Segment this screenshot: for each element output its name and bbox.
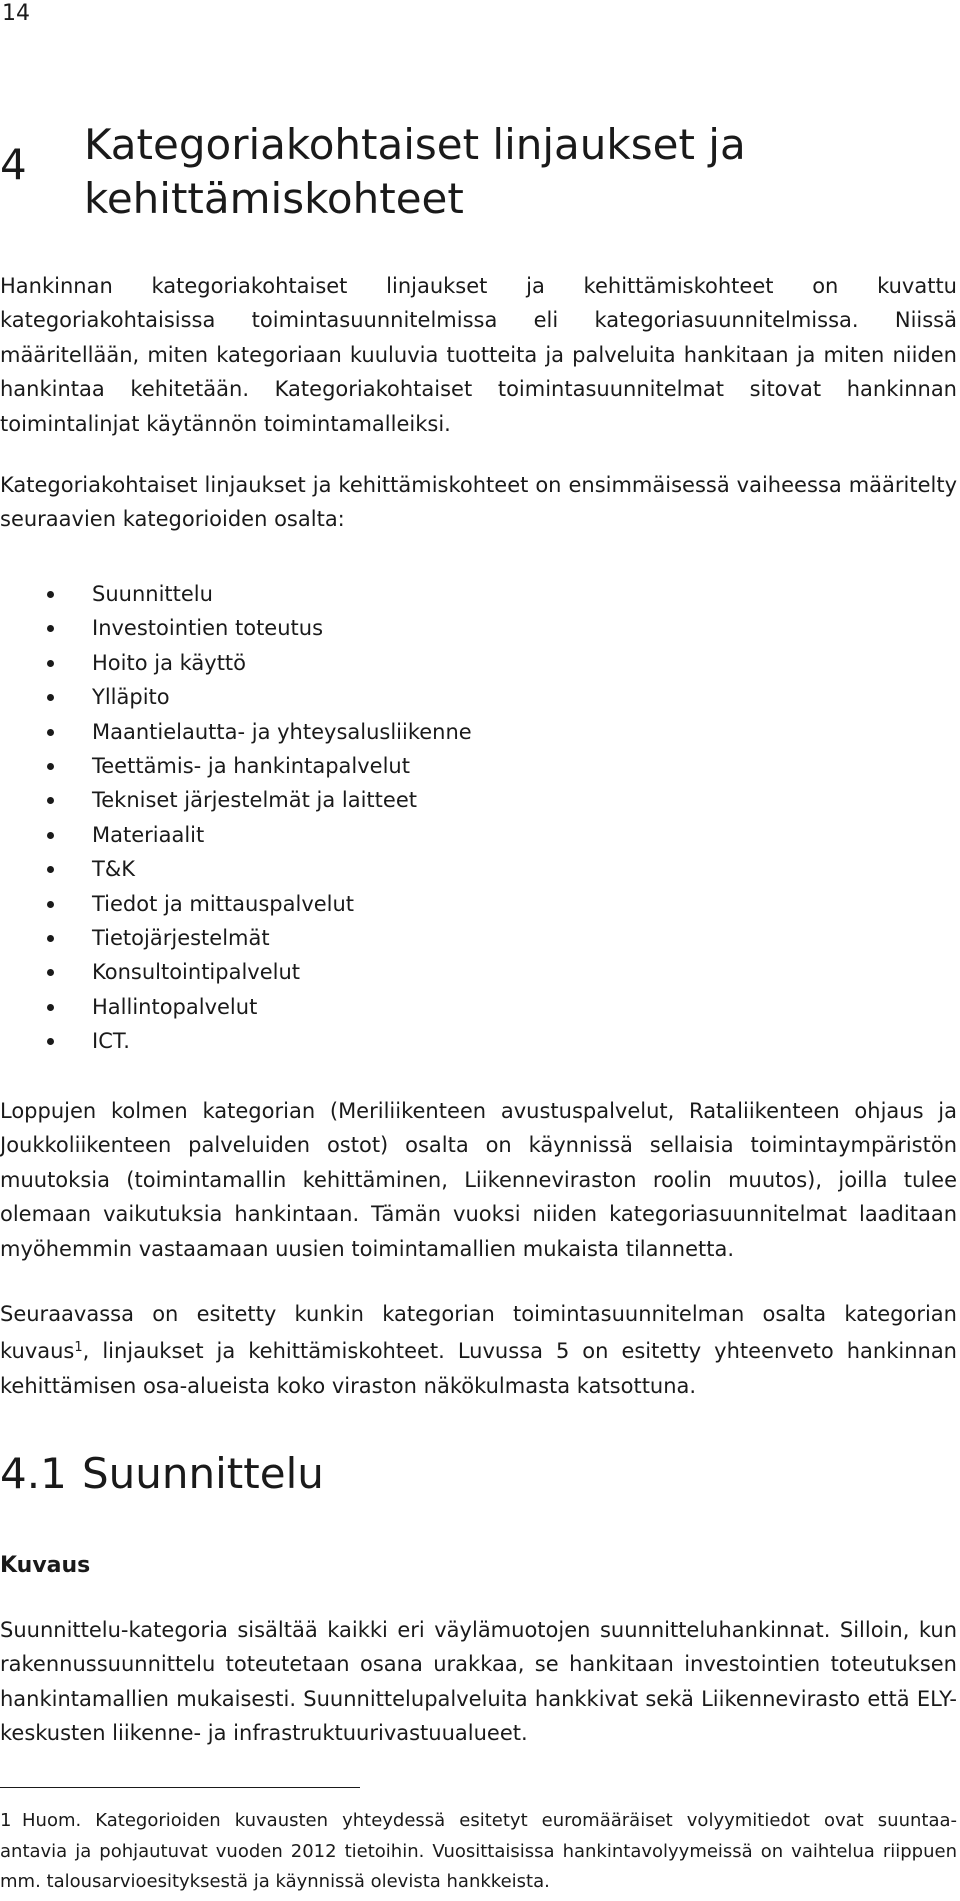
chapter-title: Kategoriakohtaiset linjaukset ja kehittämiskohteet (84, 120, 746, 223)
footnote (0, 1806, 957, 1898)
bullet-icon (47, 935, 54, 942)
list-item: T&K (0, 852, 957, 886)
bullet-icon (47, 591, 54, 598)
bullet-icon (47, 625, 54, 632)
list-item: Teettämis- ja hankintapalvelut (0, 749, 957, 783)
list-item: Tietojärjestelmät (0, 921, 957, 955)
list-item: ICT. (0, 1024, 957, 1058)
list-item: Hoito ja käyttö (0, 646, 957, 680)
bullet-icon (47, 901, 54, 908)
list-item: Konsultointipalvelut (0, 955, 957, 989)
bullet-icon (47, 832, 54, 839)
bullet-icon (47, 866, 54, 873)
bullet-icon (47, 694, 54, 701)
bullet-icon (47, 1004, 54, 1011)
footnote-reference[interactable]: 1 (74, 1340, 83, 1356)
bullet-icon (47, 797, 54, 804)
chapter-heading (0, 118, 944, 226)
bullet-icon (47, 763, 54, 770)
bullet-icon (47, 729, 54, 736)
remaining-categories-paragraph: Loppujen kolmen kategorian (Meriliikenteen avustuspalvelut, Rataliikenteen ohjaus ja Joukkoliikenteen palveluiden ostot) osalta on käynnissä sellaisia toimintaympäristön muutoksia (toimintamallin kehittäminen, Liikenneviraston roolin muutos), joilla tulee olemaan vaikutuksia hankintaan. Tämän vuoksi niiden kategoriasuunnitelmat laaditaan myöhemmin vastaamaan uusien toimintamallien mukaista tilannetta. (0, 1099, 957, 1261)
footnote-mark: 1 (0, 1810, 12, 1831)
footnote-divider (0, 1787, 360, 1788)
bullet-icon (47, 1038, 54, 1045)
footnote-text: Huom. Kategorioiden kuvausten yhteydessä esitetyt euromääräiset volyymitiedot ovat suuntaa-antavia ja pohjautuvat vuoden 2012 tietoihin. Vuosittaisissa hankintavolyymeissä on vaihtelua riippuen mm. talousarvioesityksestä ja käynnissä olevista hankkeista. (0, 1810, 957, 1892)
list-item: Materiaalit (0, 818, 957, 852)
bullet-icon (47, 660, 54, 667)
description-paragraph: Suunnittelu-kategoria sisältää kaikki eri väylämuotojen suunnitteluhankinnat. Silloin, kun rakennussuunnittelu toteutetaan osana urakkaa, se hankitaan investointien toteutuksen hankintamallien mukaisesti. Suunnittelupalveluita hankkivat sekä Liikennevirasto että ELY-keskusten liikenne- ja infrastruktuurivastuualueet. (0, 1618, 957, 1746)
categories-intro-paragraph: Kategoriakohtaiset linjaukset ja kehittämiskohteet on ensimmäisessä vaiheessa määritelty seuraavien kategorioiden osalta: (0, 473, 957, 532)
list-item: Tiedot ja mittauspalvelut (0, 887, 957, 921)
bullet-icon (47, 969, 54, 976)
chapter-number: 4 (0, 140, 27, 189)
page-number: 14 (2, 1, 30, 26)
list-item: Ylläpito (0, 680, 957, 714)
section-heading (0, 1447, 324, 1501)
list-item: Tekniset järjestelmät ja laitteet (0, 783, 957, 817)
section-number: 4.1 (0, 1449, 67, 1498)
list-item: Investointien toteutus (0, 611, 957, 645)
list-item: Hallintopalvelut (0, 990, 957, 1024)
summary-paragraph: Seuraavassa on esitetty kunkin kategorian toimintasuunnitelman osalta kategorian kuvaus$^1$, linjaukset ja kehittämiskohteet. Luvussa 5 on esitetty yhteenveto hankinnan kehittämisen osa-alueista koko viraston näkökulmasta katsottuna. (0, 1302, 957, 1398)
list-item: Suunnittelu (0, 577, 957, 611)
list-item: Maantielautta- ja yhteysalusliikenne (0, 715, 957, 749)
subheading: Kuvaus (0, 1553, 91, 1578)
intro-paragraph: Hankinnan kategoriakohtaiset linjaukset ja kehittämiskohteet on kuvattu kategoriakohtaisissa toimintasuunnitelmissa eli kategoriasuunnitelmissa. Niissä määritellään, miten kategoriaan kuuluvia tuotteita ja palveluita hankitaan ja miten niiden hankintaa kehitetään. Kategoriakohtaiset toimintasuunnitelmat sitovat hankinnan toimintalinjat käytännön toimintamalleiksi. (0, 274, 957, 436)
category-list (0, 577, 957, 1058)
section-title: Suunnittelu (82, 1449, 324, 1498)
